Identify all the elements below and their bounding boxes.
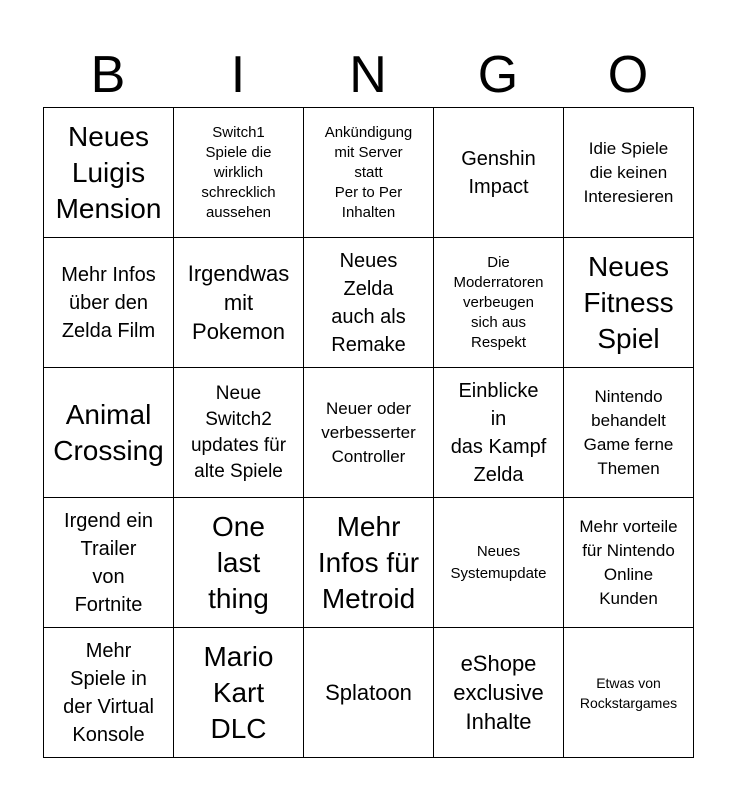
bingo-cell[interactable]: Etwas von Rockstargames (564, 628, 694, 758)
bingo-cell[interactable]: Mehr Spiele in der Virtual Konsole (44, 628, 174, 758)
bingo-cell[interactable]: Mario Kart DLC (174, 628, 304, 758)
grid-row (44, 238, 694, 368)
bingo-cell[interactable]: Mehr Infos für Metroid (304, 498, 434, 628)
bingo-cell[interactable]: Neues Zelda auch als Remake (304, 238, 434, 368)
bingo-cell[interactable]: eShope exclusive Inhalte (434, 628, 564, 758)
header-letter-b: B (90, 46, 126, 104)
bingo-cell[interactable]: Splatoon (304, 628, 434, 758)
bingo-cell[interactable]: Einblicke in das Kampf Zelda (434, 368, 564, 498)
bingo-cell[interactable]: Ankündigung mit Server statt Per to Per Inhalten (304, 108, 434, 238)
bingo-cell[interactable]: Neues Luigis Mension (44, 108, 174, 238)
bingo-cell[interactable]: Nintendo behandelt Game ferne Themen (564, 368, 694, 498)
bingo-cell[interactable]: Mehr vorteile für Nintendo Online Kunden (564, 498, 694, 628)
grid-row (44, 498, 694, 628)
bingo-cell[interactable]: Neues Fitness Spiel (564, 238, 694, 368)
header-letter-g: G (477, 46, 519, 104)
header-letter-n: N (349, 46, 387, 104)
header-letter-i: I (230, 46, 246, 104)
bingo-cell[interactable]: One last thing (174, 498, 304, 628)
bingo-cell[interactable]: Neues Systemupdate (434, 498, 564, 628)
bingo-cell[interactable]: Genshin Impact (434, 108, 564, 238)
bingo-cell[interactable]: Idie Spiele die keinen Interesieren (564, 108, 694, 238)
bingo-cell[interactable]: Irgend ein Trailer von Fortnite (44, 498, 174, 628)
bingo-header (43, 44, 693, 106)
grid-row (44, 628, 694, 758)
header-letter-o: O (607, 46, 649, 104)
grid-row (44, 108, 694, 238)
grid-row (44, 368, 694, 498)
bingo-grid (43, 107, 694, 758)
bingo-cell[interactable]: Die Moderratoren verbeugen sich aus Respekt (434, 238, 564, 368)
bingo-cell[interactable]: Switch1 Spiele die wirklich schrecklich aussehen (174, 108, 304, 238)
bingo-cell[interactable]: Neue Switch2 updates für alte Spiele (174, 368, 304, 498)
bingo-cell[interactable]: Mehr Infos über den Zelda Film (44, 238, 174, 368)
bingo-cell[interactable]: Neuer oder verbesserter Controller (304, 368, 434, 498)
bingo-cell[interactable]: Irgendwas mit Pokemon (174, 238, 304, 368)
bingo-cell[interactable]: Animal Crossing (44, 368, 174, 498)
